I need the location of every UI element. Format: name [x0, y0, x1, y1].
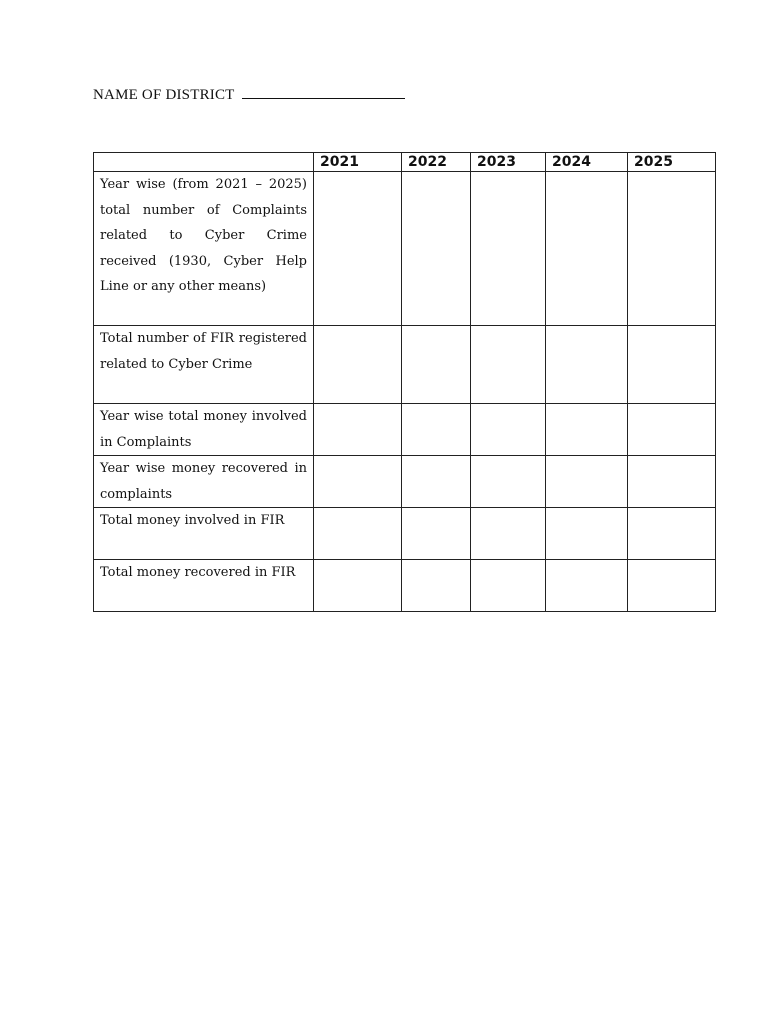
header-year-2022: 2022 [402, 153, 471, 172]
cell-input[interactable] [314, 508, 402, 560]
table-row [94, 404, 716, 456]
header-year-2023: 2023 [471, 153, 546, 172]
cell-input[interactable] [314, 404, 402, 456]
district-name-field [93, 86, 405, 104]
cell-input[interactable] [471, 456, 546, 508]
row-label-fir-money-recovered: Total money recovered in FIR [94, 560, 314, 612]
cell-input[interactable] [546, 560, 628, 612]
cell-input[interactable] [471, 172, 546, 326]
header-year-2025: 2025 [628, 153, 716, 172]
cyber-crime-data-table [93, 152, 716, 612]
district-label: NAME OF DISTRICT [93, 87, 235, 103]
row-label-complaints-money-involved: Year wise total money involved in Complaints [94, 404, 314, 456]
cell-input[interactable] [628, 456, 716, 508]
cell-input[interactable] [546, 326, 628, 404]
row-label-fir-money-involved: Total money involved in FIR [94, 508, 314, 560]
row-label-complaints-count: Year wise (from 2021 – 2025) total number of Complaints related to Cyber Crime received (1930, Cyber Help Line or any other means) [94, 172, 314, 326]
table-row [94, 326, 716, 404]
header-year-2021: 2021 [314, 153, 402, 172]
header-year-2024: 2024 [546, 153, 628, 172]
cell-input[interactable] [628, 508, 716, 560]
cell-input[interactable] [546, 456, 628, 508]
table-row [94, 508, 716, 560]
cell-input[interactable] [402, 172, 471, 326]
cell-input[interactable] [314, 456, 402, 508]
cell-input[interactable] [402, 404, 471, 456]
cell-input[interactable] [546, 172, 628, 326]
cell-input[interactable] [314, 172, 402, 326]
cell-input[interactable] [471, 560, 546, 612]
cell-input[interactable] [628, 172, 716, 326]
district-blank-line[interactable] [242, 86, 405, 99]
header-label-cell [94, 153, 314, 172]
table-row [94, 172, 716, 326]
cell-input[interactable] [314, 560, 402, 612]
cell-input[interactable] [546, 508, 628, 560]
cell-input[interactable] [628, 326, 716, 404]
row-label-fir-count: Total number of FIR registered related to Cyber Crime [94, 326, 314, 404]
table-header-row [94, 153, 716, 172]
cell-input[interactable] [628, 404, 716, 456]
cell-input[interactable] [402, 560, 471, 612]
table-row [94, 456, 716, 508]
cell-input[interactable] [628, 560, 716, 612]
cell-input[interactable] [402, 326, 471, 404]
cell-input[interactable] [402, 508, 471, 560]
cell-input[interactable] [471, 404, 546, 456]
cell-input[interactable] [546, 404, 628, 456]
row-label-complaints-money-recovered: Year wise money recovered in complaints [94, 456, 314, 508]
cell-input[interactable] [314, 326, 402, 404]
cell-input[interactable] [471, 326, 546, 404]
cell-input[interactable] [402, 456, 471, 508]
table-row [94, 560, 716, 612]
cell-input[interactable] [471, 508, 546, 560]
